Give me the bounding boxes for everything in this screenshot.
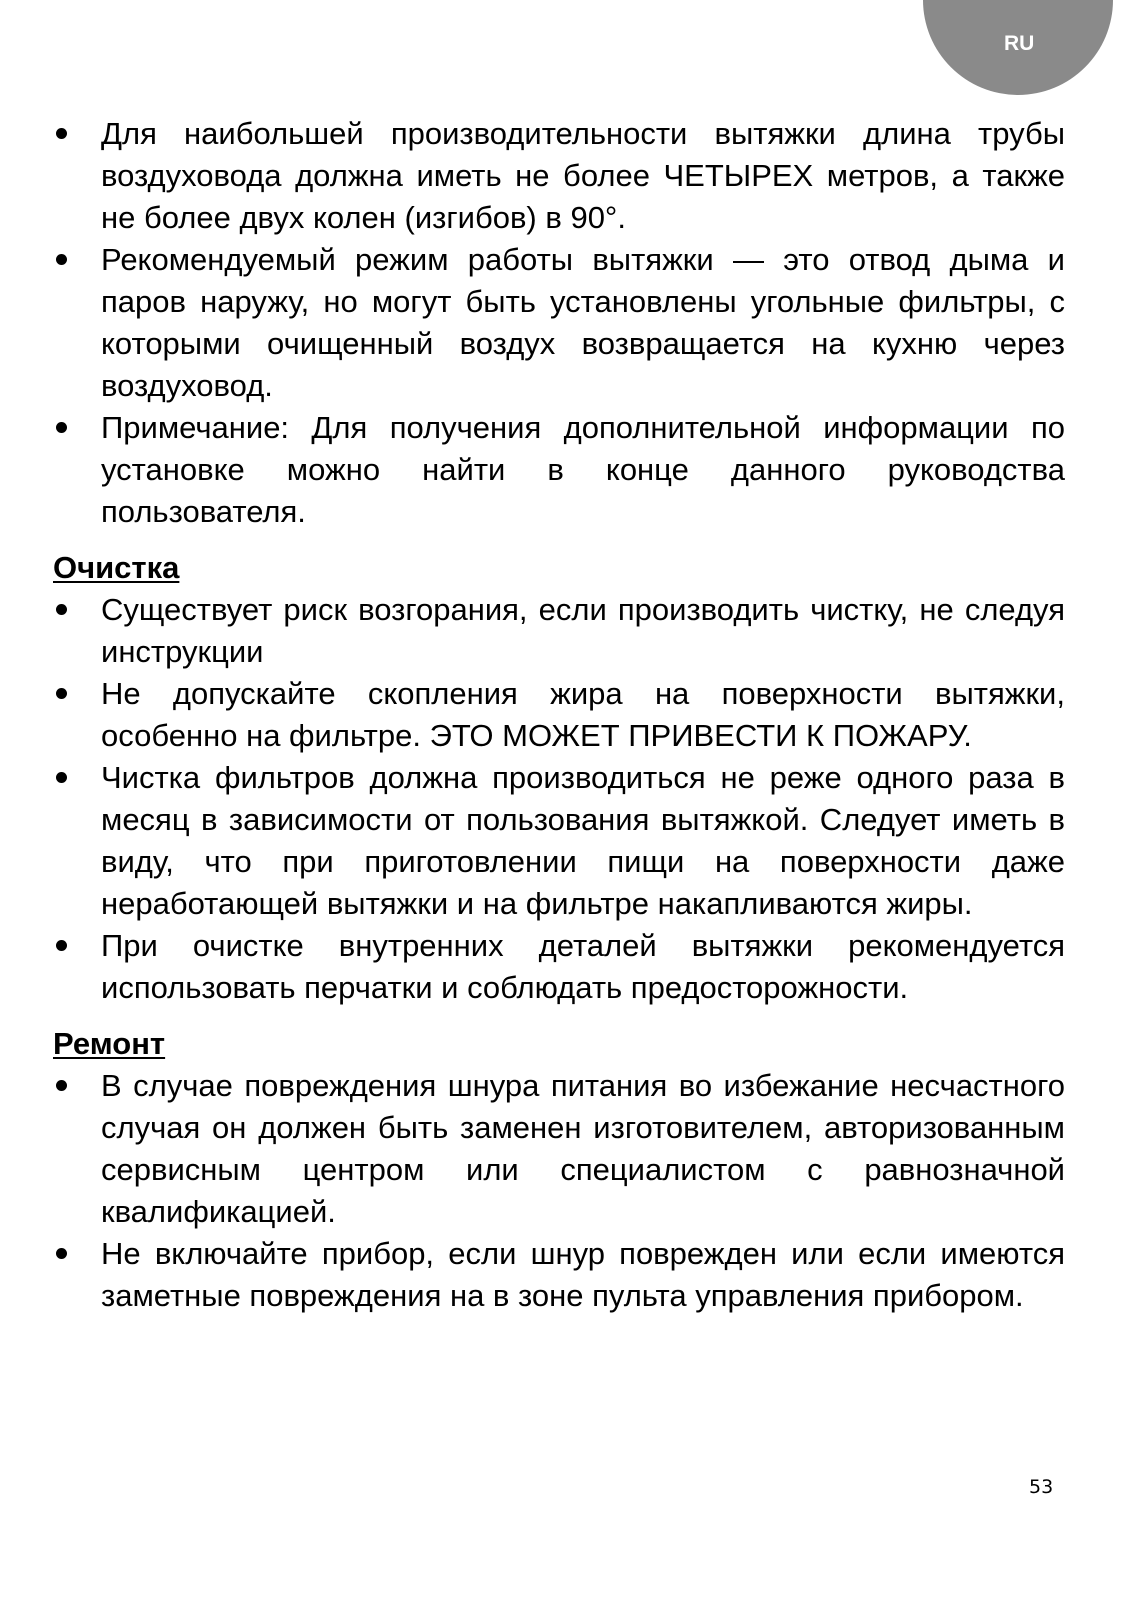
bullet-icon (56, 688, 67, 699)
bullet-icon (56, 422, 67, 433)
list-item-text: Существует риск возгорания, если производить чистку, не следуя инструкции (101, 592, 1065, 669)
list-item-text: Рекомендуемый режим работы вытяжки — это отвод дыма и паров наружу, но могут быть установлены угольные фильтры, с которыми очищенный воздух возвращается на кухню через воздуховод. (101, 242, 1065, 403)
language-label: RU (1004, 32, 1035, 55)
list-item-text: Не включайте прибор, если шнур поврежден или если имеются заметные повреждения на в зоне пульта управления прибором. (101, 1236, 1065, 1313)
section-cleaning (53, 547, 1065, 1009)
list-item-text: При очистке внутренних деталей вытяжки рекомендуется использовать перчатки и соблюдать предосторожности. (101, 928, 1065, 1005)
page-number: 53 (1029, 1476, 1054, 1498)
bullet-icon (56, 1080, 67, 1091)
section-heading: Ремонт (53, 1026, 166, 1061)
list-item (53, 589, 1065, 673)
bullet-icon (56, 772, 67, 783)
bullet-list (53, 589, 1065, 1009)
list-item-text: В случае повреждения шнура питания во избежание несчастного случая он должен быть заменен изготовителем, авторизованным сервисным центром или специалистом с равнозначной квалификацией. (101, 1068, 1065, 1229)
list-item (53, 925, 1065, 1009)
bullet-list (53, 113, 1065, 533)
document-body (53, 113, 1065, 1317)
list-item-text: Для наибольшей производительности вытяжки длина трубы воздуховода должна иметь не более ЧЕТЫРЕХ метров, а также не более двух колен (изгибов) в 90°. (101, 116, 1065, 235)
list-item (53, 1233, 1065, 1317)
section-heading: Очистка (53, 550, 180, 585)
bullet-icon (56, 604, 67, 615)
bullet-icon (56, 940, 67, 951)
list-item (53, 757, 1065, 925)
bullet-icon (56, 254, 67, 265)
list-item (53, 407, 1065, 533)
list-item-text: Не допускайте скопления жира на поверхности вытяжки, особенно на фильтре. ЭТО МОЖЕТ ПРИВЕСТИ К ПОЖАРУ. (101, 676, 1065, 753)
list-item-text: Чистка фильтров должна производиться не реже одного раза в месяц в зависимости от пользования вытяжкой. Следует иметь в виду, что при приготовлении пищи на поверхности даже неработающей вытяжки и на фильтре накапливаются жиры. (101, 760, 1065, 921)
list-item (53, 673, 1065, 757)
section-installation (53, 113, 1065, 533)
bullet-list (53, 1065, 1065, 1317)
section-repair (53, 1023, 1065, 1317)
list-item (53, 239, 1065, 407)
list-item (53, 1065, 1065, 1233)
list-item-text: Примечание: Для получения дополнительной информации по установке можно найти в конце данного руководства пользователя. (101, 410, 1065, 529)
bullet-icon (56, 1248, 67, 1259)
list-item (53, 113, 1065, 239)
bullet-icon (56, 128, 67, 139)
